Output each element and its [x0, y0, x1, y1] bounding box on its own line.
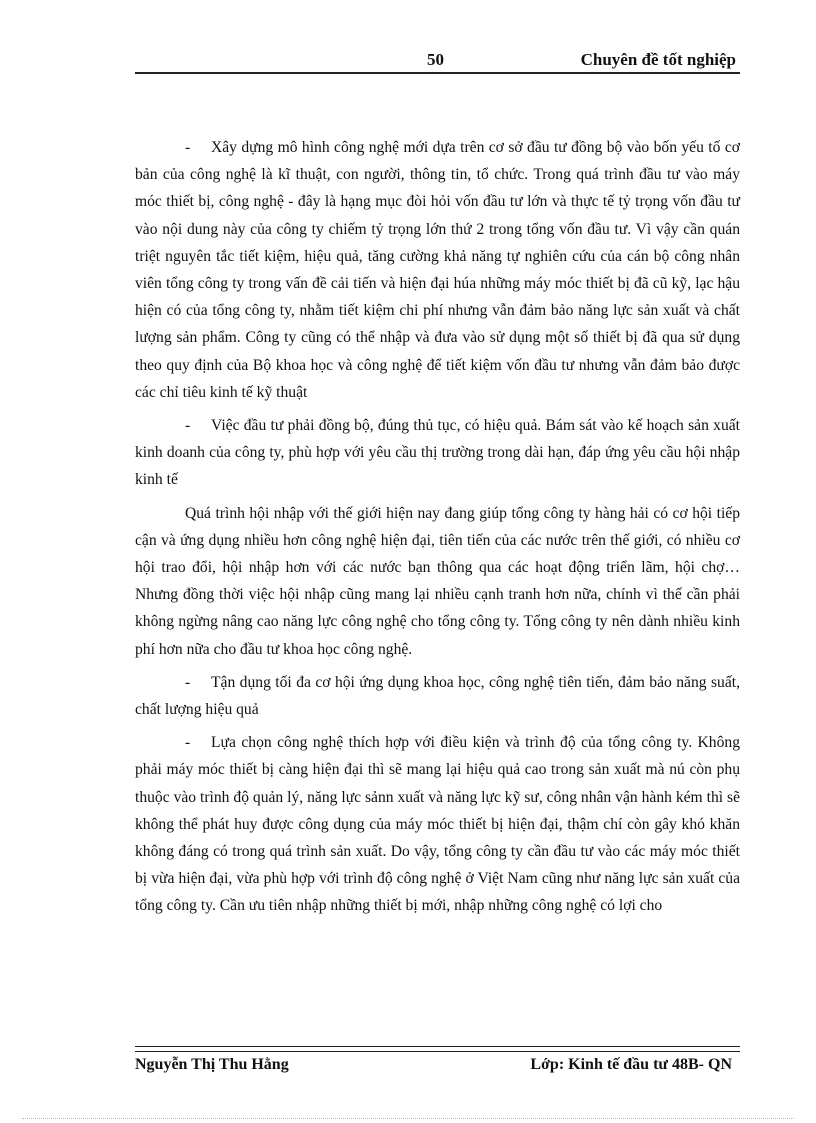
- paragraph: [135, 412, 740, 494]
- paragraph-text: Việc đầu tư phải đồng bộ, đúng thủ tục, có hiệu quả. Bám sát vào kế hoạch sản xuất kinh doanh của công ty, phù hợp với yêu cầu thị trường trong dài hạn, đáp ứng yêu cầu hội nhập kinh tế: [135, 417, 740, 489]
- author-name: Nguyễn Thị Thu Hằng: [135, 1056, 289, 1073]
- paragraph: [135, 729, 740, 919]
- bullet-dash: -: [185, 734, 191, 752]
- paragraph: [135, 134, 740, 406]
- paragraph-text: Quá trình hội nhập với thế giới hiện nay đang giúp tổng công ty hàng hải có cơ hội tiếp cận và ứng dụng nhiều hơn công nghệ hiện đại, tiên tiến của các nước trên thế giới, có nhiều cơ hội trao đổi, hội nhập hơn với các nước bạn thông qua các hoạt động triển lãm, hội chợ… Nhưng đồng thời việc hội nhập cũng mang lại nhiều cạnh tranh hơn nữa, chính vì thế cần phải không ngừng nâng cao năng lực công nghệ cho tổng công ty. Tổng công ty nên dành nhiều kinh phí hơn nữa cho đầu tư khoa học công nghệ.: [135, 504, 740, 658]
- page-header: [135, 48, 740, 74]
- page-edge-line: [22, 1118, 794, 1119]
- bullet-dash: -: [185, 417, 191, 435]
- footer-divider: [135, 1046, 740, 1052]
- bullet-dash: -: [185, 139, 191, 156]
- bullet-dash: -: [185, 673, 191, 691]
- paragraph-text: Lựa chọn công nghệ thích hợp với điều kiện và trình độ của tổng công ty. Không phải máy móc thiết bị càng hiện đại thì sẽ mang lại hiệu quả cao trong sản xuất mà nú còn phụ thuộc vào trình độ quản lý, năng lực sảnn xuất và năng lực kỹ sư, công nhân vận hành kém thì sẽ không thể phát huy được công dụng của máy móc thiết bị hiện đại, thậm chí còn gây khó khăn không đáng có trong quá trình sản xuất. Do vậy, tổng công ty cần đầu tư vào các máy móc thiết bị vừa hiện đại, vừa phù hợp với trình độ công nghệ ở Việt Nam cũng như năng lực sản xuất của tổng công ty. Cần ưu tiên nhập những thiết bị mới, nhập những công nghệ có lợi cho: [135, 734, 740, 915]
- header-title: Chuyên đề tốt nghiệp: [580, 50, 736, 69]
- paragraph: [135, 669, 740, 723]
- paragraph-text: Tận dụng tối đa cơ hội ứng dụng khoa học, công nghệ tiên tiến, đảm bảo năng suất, chất lượng hiệu quả: [135, 673, 740, 719]
- paragraph-text: Xây dựng mô hình công nghệ mới dựa trên cơ sở đầu tư đồng bộ vào bốn yếu tố cơ bản của công nghệ là kĩ thuật, con người, thông tin, tổ chức. Trong quá trình đầu tư vào máy móc thiết bị, công nghệ - đây là hạng mục đòi hỏi vốn đầu tư lớn và thực tế tỷ trọng vốn đầu tư vào nội dung này của công ty chiếm tỷ trọng lớn thứ 2 trong tổng vốn đầu tư. Vì vậy cần quán triệt nguyên tắc tiết kiệm, hiệu quả, tăng cường khả năng tự nghiên cứu của cán bộ công nhân viên tổng công ty trong vấn đề cải tiến và hiện đại húa những máy móc thiết bị đã cũ kỹ, lạc hậu hiện có của tổng công ty, nhằm tiết kiệm chi phí nhưng vẫn đảm bảo năng lực sản xuất và chất lượng sản phẩm. Công ty cũng có thể nhập và đưa vào sử dụng một số thiết bị đã qua sử dụng theo quy định của Bộ khoa học và công nghệ để tiết kiệm vốn đầu tư nhưng vẫn đảm bảo được các chỉ tiêu kinh tế kỹ thuật: [135, 139, 740, 401]
- page-footer: [135, 1056, 740, 1078]
- class-info: Lớp: Kinh tế đầu tư 48B- QN: [530, 1056, 732, 1073]
- paragraph: [135, 500, 740, 663]
- page-number: 50: [427, 50, 444, 69]
- document-body: [135, 134, 740, 926]
